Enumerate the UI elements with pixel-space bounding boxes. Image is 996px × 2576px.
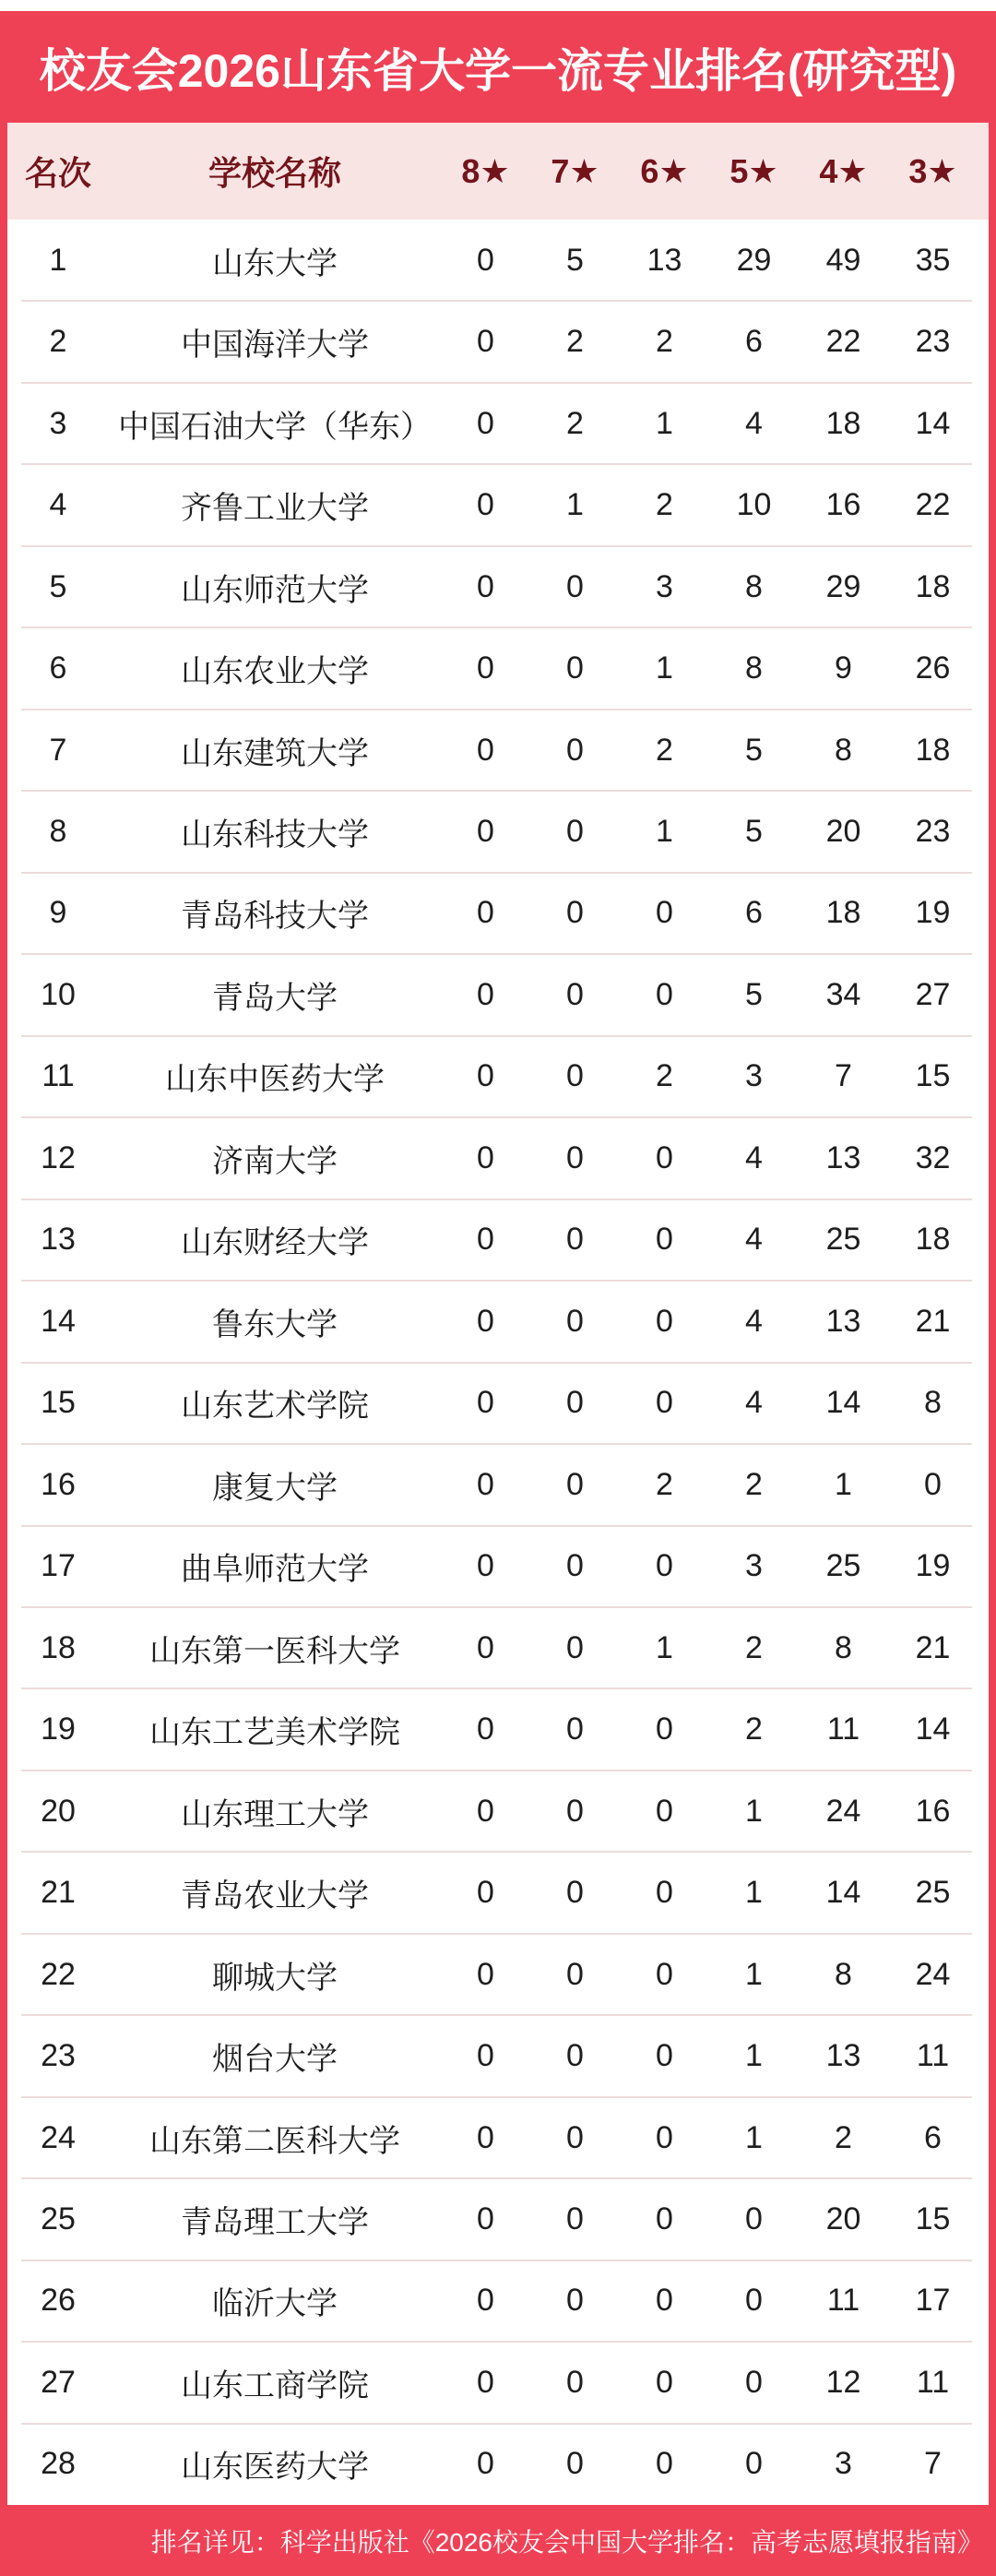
table-row xyxy=(7,1117,989,1199)
star-count-8: 0 xyxy=(477,2364,494,2400)
star-count-3: 7 xyxy=(924,2446,942,2482)
column-header-rank: 名次 xyxy=(24,154,91,192)
star-count-3: 6 xyxy=(924,2119,942,2155)
star-count-5: 5 xyxy=(745,814,763,850)
star-count-3: 35 xyxy=(915,242,951,278)
star-count-3: 22 xyxy=(915,487,951,523)
star-count-8: 0 xyxy=(477,732,494,768)
star-count-7: 2 xyxy=(566,405,584,441)
school-name-cell: 聊城大学 xyxy=(212,1960,338,1996)
star-count-8: 0 xyxy=(477,1711,494,1747)
star-count-8: 0 xyxy=(477,1629,494,1665)
star-count-4: 22 xyxy=(825,324,861,360)
star-count-6: 3 xyxy=(656,568,673,604)
table-row xyxy=(7,1934,989,2015)
star-count-5: 10 xyxy=(736,487,772,523)
table-row xyxy=(7,1363,989,1444)
school-name-cell: 青岛理工大学 xyxy=(181,2204,369,2240)
star-count-5: 1 xyxy=(745,2119,763,2155)
column-header-4star: 4★ xyxy=(819,151,868,190)
school-name-cell: 临沂大学 xyxy=(212,2286,338,2322)
table-row xyxy=(7,464,989,545)
school-name-cell: 山东财经大学 xyxy=(181,1225,369,1261)
school-name-cell: 山东农业大学 xyxy=(181,654,369,690)
top-margin-strip xyxy=(0,0,996,11)
column-header-7star: 7★ xyxy=(551,151,599,190)
table-row xyxy=(7,301,989,382)
star-count-8: 0 xyxy=(477,242,494,278)
star-count-6: 1 xyxy=(656,1629,673,1665)
star-count-3: 24 xyxy=(915,1956,951,1992)
star-count-8: 0 xyxy=(477,2446,494,2482)
star-count-8: 0 xyxy=(477,1385,494,1421)
star-count-7: 5 xyxy=(566,242,584,278)
star-count-6: 0 xyxy=(656,2119,673,2155)
page-title: 校友会2026山东省大学一流专业排名(研究型) xyxy=(39,44,957,97)
star-count-4: 9 xyxy=(835,650,852,686)
star-count-5: 6 xyxy=(745,324,763,360)
star-count-6: 1 xyxy=(656,405,673,441)
rank-cell: 15 xyxy=(41,1385,76,1421)
school-name-cell: 山东师范大学 xyxy=(181,572,369,608)
school-name-cell: 中国海洋大学 xyxy=(181,328,369,364)
rank-cell: 10 xyxy=(41,976,76,1012)
rank-cell: 13 xyxy=(41,1222,76,1258)
star-count-3: 18 xyxy=(915,1222,951,1258)
school-name-cell: 山东科技大学 xyxy=(181,817,369,853)
column-header-5star: 5★ xyxy=(729,151,778,190)
star-count-3: 8 xyxy=(924,1385,942,1421)
star-count-4: 8 xyxy=(835,732,852,768)
star-count-7: 0 xyxy=(566,650,584,686)
star-count-8: 0 xyxy=(477,405,494,441)
star-count-6: 0 xyxy=(656,1303,673,1339)
school-name-cell: 青岛科技大学 xyxy=(181,899,369,935)
star-count-8: 0 xyxy=(477,1956,494,1992)
star-count-6: 2 xyxy=(656,1058,673,1094)
rank-cell: 16 xyxy=(41,1466,76,1502)
star-count-5: 3 xyxy=(745,1548,763,1584)
star-count-6: 1 xyxy=(656,650,673,686)
rank-cell: 24 xyxy=(41,2119,76,2155)
star-count-8: 0 xyxy=(477,1466,494,1502)
star-count-8: 0 xyxy=(477,1793,494,1829)
star-count-4: 14 xyxy=(825,1875,861,1911)
star-count-3: 16 xyxy=(915,1793,951,1829)
column-header-3star: 3★ xyxy=(908,151,957,190)
rank-cell: 1 xyxy=(49,242,67,278)
star-count-5: 4 xyxy=(745,405,763,441)
star-count-3: 11 xyxy=(916,2038,950,2074)
star-count-5: 0 xyxy=(745,2446,763,2482)
school-name-cell: 山东大学 xyxy=(212,245,338,281)
school-name-cell: 山东建筑大学 xyxy=(181,735,369,771)
star-count-3: 25 xyxy=(915,1875,951,1911)
title-banner xyxy=(0,11,996,123)
star-count-4: 24 xyxy=(825,1793,861,1829)
star-count-5: 2 xyxy=(745,1711,763,1747)
rank-cell: 25 xyxy=(41,2200,76,2236)
star-count-8: 0 xyxy=(477,324,494,360)
rank-cell: 7 xyxy=(49,732,67,768)
school-name-cell: 山东中医药大学 xyxy=(165,1062,385,1098)
star-count-8: 0 xyxy=(477,2200,494,2236)
star-count-4: 2 xyxy=(835,2119,852,2155)
table-row xyxy=(7,1688,989,1770)
star-count-7: 0 xyxy=(566,1466,584,1502)
star-count-8: 0 xyxy=(477,2038,494,2074)
star-count-4: 20 xyxy=(825,2200,861,2236)
star-count-3: 27 xyxy=(915,976,951,1012)
column-header-school: 学校名称 xyxy=(208,154,341,192)
star-count-3: 21 xyxy=(915,1629,951,1665)
star-count-7: 0 xyxy=(566,1222,584,1258)
star-count-8: 0 xyxy=(477,1222,494,1258)
table-row xyxy=(7,627,989,709)
star-count-6: 0 xyxy=(656,1875,673,1911)
star-count-3: 0 xyxy=(924,1466,942,1502)
star-count-6: 0 xyxy=(656,2038,673,2074)
star-count-5: 8 xyxy=(745,650,763,686)
school-name-cell: 山东第一医科大学 xyxy=(149,1633,400,1669)
star-count-3: 19 xyxy=(915,895,951,931)
table-row xyxy=(7,2097,989,2178)
star-count-5: 1 xyxy=(745,1793,763,1829)
star-count-3: 15 xyxy=(915,1058,951,1094)
school-name-cell: 青岛大学 xyxy=(212,980,338,1016)
star-count-8: 0 xyxy=(477,650,494,686)
star-count-8: 0 xyxy=(477,1875,494,1911)
star-count-4: 8 xyxy=(835,1629,852,1665)
table-row xyxy=(7,383,989,464)
star-count-5: 4 xyxy=(745,1303,763,1339)
star-count-4: 11 xyxy=(826,2283,860,2319)
star-count-8: 0 xyxy=(477,568,494,604)
star-count-5: 2 xyxy=(745,1629,763,1665)
star-count-4: 13 xyxy=(825,1139,861,1175)
table-row xyxy=(7,2178,989,2260)
table-row xyxy=(7,1444,989,1525)
table-row xyxy=(7,1036,989,1117)
school-name-cell: 烟台大学 xyxy=(212,2042,338,2078)
star-count-6: 2 xyxy=(656,1466,673,1502)
rank-cell: 5 xyxy=(49,568,67,604)
star-count-4: 13 xyxy=(825,2038,861,2074)
star-count-5: 2 xyxy=(745,1466,763,1502)
school-name-cell: 山东理工大学 xyxy=(181,1796,369,1832)
star-count-6: 2 xyxy=(656,487,673,523)
star-count-5: 0 xyxy=(745,2283,763,2319)
star-count-8: 0 xyxy=(477,1058,494,1094)
table-header-row xyxy=(7,123,989,220)
rank-cell: 20 xyxy=(41,1793,76,1829)
footer-banner xyxy=(0,2505,996,2576)
star-count-4: 29 xyxy=(825,568,861,604)
star-count-7: 0 xyxy=(566,2200,584,2236)
star-count-7: 0 xyxy=(566,2364,584,2400)
star-count-4: 8 xyxy=(835,1956,852,1992)
star-count-7: 0 xyxy=(566,1139,584,1175)
star-count-6: 0 xyxy=(656,1139,673,1175)
rank-cell: 3 xyxy=(49,405,67,441)
star-count-3: 18 xyxy=(915,732,951,768)
star-count-5: 1 xyxy=(745,1875,763,1911)
table-row xyxy=(7,2015,989,2096)
star-count-8: 0 xyxy=(477,1548,494,1584)
rank-cell: 14 xyxy=(41,1303,76,1339)
rank-cell: 4 xyxy=(49,487,67,523)
star-count-6: 13 xyxy=(646,242,682,278)
star-count-6: 0 xyxy=(656,1793,673,1829)
table-row xyxy=(7,220,989,301)
star-count-5: 29 xyxy=(736,242,772,278)
table-row xyxy=(7,954,989,1035)
star-count-5: 0 xyxy=(745,2364,763,2400)
star-count-3: 32 xyxy=(915,1139,951,1175)
school-name-cell: 山东第二医科大学 xyxy=(149,2123,400,2159)
star-count-3: 23 xyxy=(915,324,951,360)
star-count-7: 0 xyxy=(566,1629,584,1665)
star-count-5: 1 xyxy=(745,2038,763,2074)
star-count-4: 49 xyxy=(825,242,861,278)
star-count-5: 6 xyxy=(745,895,763,931)
star-count-7: 0 xyxy=(566,1711,584,1747)
school-name-cell: 青岛农业大学 xyxy=(181,1878,369,1914)
rank-cell: 26 xyxy=(41,2283,76,2319)
star-count-7: 1 xyxy=(566,487,584,523)
star-count-6: 0 xyxy=(656,2200,673,2236)
star-count-7: 0 xyxy=(566,1956,584,1992)
school-name-cell: 山东艺术学院 xyxy=(181,1389,369,1425)
star-count-7: 0 xyxy=(566,1548,584,1584)
star-count-4: 18 xyxy=(825,895,861,931)
star-count-7: 0 xyxy=(566,895,584,931)
table-row xyxy=(7,2424,989,2505)
rank-cell: 28 xyxy=(41,2446,76,2482)
table-body xyxy=(7,220,989,2505)
star-count-7: 0 xyxy=(566,2283,584,2319)
school-name-cell: 济南大学 xyxy=(212,1143,338,1179)
star-count-6: 1 xyxy=(656,814,673,850)
star-count-7: 0 xyxy=(566,2119,584,2155)
school-name-cell: 齐鲁工业大学 xyxy=(181,491,369,527)
rank-cell: 8 xyxy=(49,814,67,850)
table-row xyxy=(7,546,989,627)
star-count-4: 18 xyxy=(825,405,861,441)
star-count-8: 0 xyxy=(477,487,494,523)
table-row xyxy=(7,791,989,872)
star-count-4: 25 xyxy=(825,1222,861,1258)
star-count-4: 1 xyxy=(835,1466,852,1502)
star-count-8: 0 xyxy=(477,2119,494,2155)
footer-note: 排名详见：科学出版社《2026校友会中国大学排名：高考志愿填报指南》 xyxy=(150,2527,983,2557)
star-count-5: 5 xyxy=(745,732,763,768)
star-count-6: 0 xyxy=(656,976,673,1012)
star-count-7: 0 xyxy=(566,568,584,604)
school-name-cell: 山东工商学院 xyxy=(181,2367,369,2403)
star-count-4: 16 xyxy=(825,487,861,523)
table-row xyxy=(7,1281,989,1362)
star-count-7: 0 xyxy=(566,976,584,1012)
rank-cell: 19 xyxy=(41,1711,76,1747)
table-row xyxy=(7,710,989,791)
star-count-6: 2 xyxy=(656,324,673,360)
school-name-cell: 山东医药大学 xyxy=(181,2450,369,2486)
star-count-6: 2 xyxy=(656,732,673,768)
star-count-6: 0 xyxy=(656,2446,673,2482)
star-count-6: 0 xyxy=(656,1548,673,1584)
table-row xyxy=(7,1607,989,1688)
star-count-4: 25 xyxy=(825,1548,861,1584)
rank-cell: 12 xyxy=(41,1139,76,1175)
star-count-3: 26 xyxy=(915,650,951,686)
school-name-cell: 曲阜师范大学 xyxy=(181,1552,369,1588)
star-count-6: 0 xyxy=(656,2364,673,2400)
table-row xyxy=(7,2260,989,2342)
star-count-7: 0 xyxy=(566,1303,584,1339)
star-count-8: 0 xyxy=(477,2283,494,2319)
star-count-3: 14 xyxy=(915,1711,951,1747)
star-count-5: 1 xyxy=(745,1956,763,1992)
star-count-5: 5 xyxy=(745,976,763,1012)
star-count-7: 0 xyxy=(566,814,584,850)
table-row xyxy=(7,1526,989,1607)
star-count-4: 3 xyxy=(835,2446,852,2482)
star-count-4: 12 xyxy=(825,2364,861,2400)
star-count-3: 23 xyxy=(915,814,951,850)
rank-cell: 22 xyxy=(41,1956,76,1992)
star-count-6: 0 xyxy=(656,895,673,931)
rank-cell: 11 xyxy=(42,1058,75,1094)
star-count-3: 17 xyxy=(915,2283,951,2319)
star-count-5: 0 xyxy=(745,2200,763,2236)
star-count-3: 21 xyxy=(915,1303,951,1339)
rank-cell: 18 xyxy=(41,1629,76,1665)
star-count-3: 11 xyxy=(916,2364,950,2400)
school-name-cell: 康复大学 xyxy=(212,1470,338,1506)
star-count-3: 18 xyxy=(915,568,951,604)
star-count-5: 8 xyxy=(745,568,763,604)
star-count-7: 0 xyxy=(566,732,584,768)
star-count-3: 14 xyxy=(915,405,951,441)
star-count-7: 0 xyxy=(566,1385,584,1421)
table-row xyxy=(7,1852,989,1933)
column-header-6star: 6★ xyxy=(640,151,689,190)
star-count-5: 4 xyxy=(745,1139,763,1175)
star-count-7: 0 xyxy=(566,1058,584,1094)
rank-cell: 6 xyxy=(49,650,67,686)
star-count-4: 34 xyxy=(825,976,861,1012)
school-name-cell: 中国石油大学（华东） xyxy=(118,409,432,445)
star-count-8: 0 xyxy=(477,1303,494,1339)
star-count-8: 0 xyxy=(477,814,494,850)
rank-cell: 9 xyxy=(49,895,67,931)
star-count-3: 15 xyxy=(915,2200,951,2236)
star-count-3: 19 xyxy=(915,1548,951,1584)
star-count-8: 0 xyxy=(477,895,494,931)
star-count-6: 0 xyxy=(656,1956,673,1992)
table-row xyxy=(7,873,989,954)
star-count-5: 3 xyxy=(745,1058,763,1094)
star-count-7: 0 xyxy=(566,1793,584,1829)
star-count-5: 4 xyxy=(745,1222,763,1258)
star-count-7: 0 xyxy=(566,2446,584,2482)
star-count-7: 0 xyxy=(566,2038,584,2074)
star-count-6: 0 xyxy=(656,1385,673,1421)
star-count-6: 0 xyxy=(656,2283,673,2319)
rank-cell: 21 xyxy=(41,1875,76,1911)
star-count-8: 0 xyxy=(477,976,494,1012)
star-count-4: 13 xyxy=(825,1303,861,1339)
school-name-cell: 山东工艺美术学院 xyxy=(149,1715,400,1751)
star-count-7: 0 xyxy=(566,1875,584,1911)
school-name-cell: 鲁东大学 xyxy=(212,1306,338,1342)
ranking-table xyxy=(0,123,996,2505)
star-count-6: 0 xyxy=(656,1222,673,1258)
star-count-4: 20 xyxy=(825,814,861,850)
column-header-8star: 8★ xyxy=(461,151,510,190)
star-count-4: 14 xyxy=(825,1385,861,1421)
rank-cell: 2 xyxy=(49,324,67,360)
star-count-5: 4 xyxy=(745,1385,763,1421)
rank-cell: 23 xyxy=(41,2038,76,2074)
star-count-7: 2 xyxy=(566,324,584,360)
star-count-4: 11 xyxy=(826,1711,860,1747)
rank-cell: 27 xyxy=(41,2364,76,2400)
table-row xyxy=(7,1771,989,1852)
star-count-4: 7 xyxy=(835,1058,852,1094)
star-count-6: 0 xyxy=(656,1711,673,1747)
rank-cell: 17 xyxy=(41,1548,76,1584)
star-count-8: 0 xyxy=(477,1139,494,1175)
table-row xyxy=(7,1199,989,1281)
table-row xyxy=(7,2342,989,2423)
